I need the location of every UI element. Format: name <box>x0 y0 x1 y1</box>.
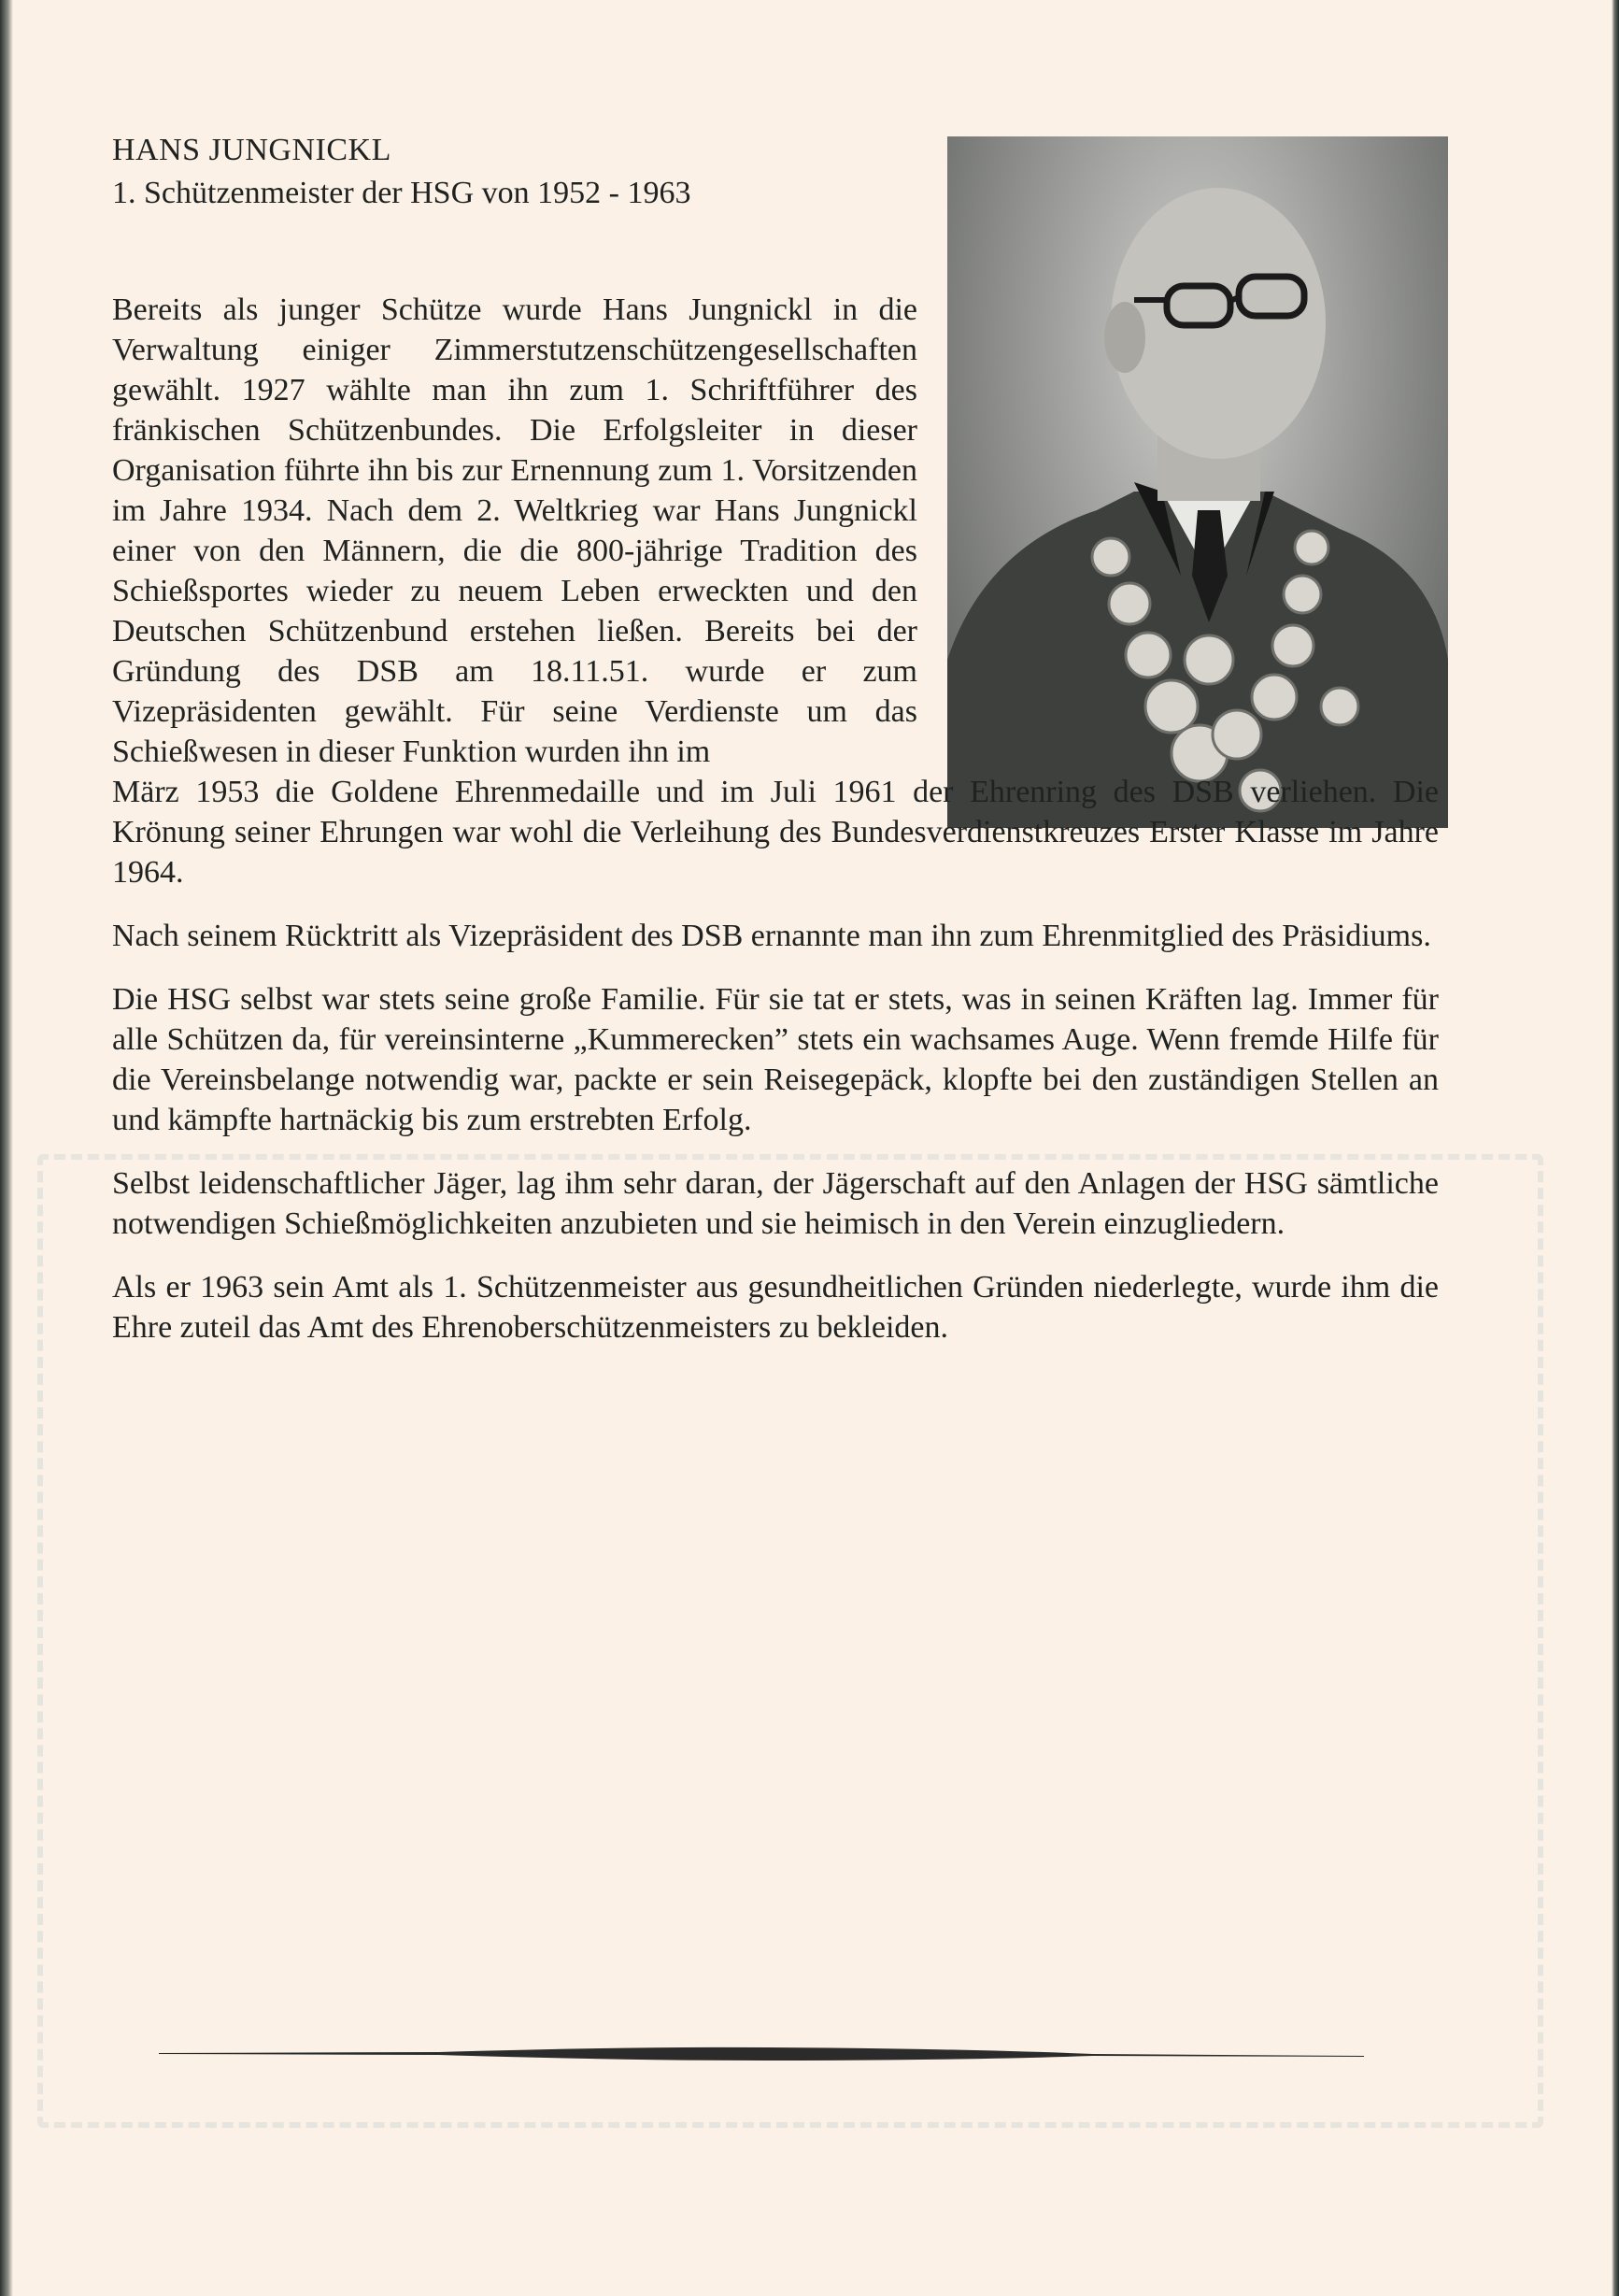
paragraph: Als er 1963 sein Amt als 1. Schützenmeister aus gesundheitlichen Gründen niederlegte, wurde ihm die Ehre zuteil das Amt des Ehrenoberschützenmeisters zu bekleiden. <box>112 1270 1439 1345</box>
decorative-divider <box>159 2046 1364 2061</box>
paragraph-continued: März 1953 die Goldene Ehrenmedaille und im Juli 1961 der Ehrenring des DSB verliehen. Die Krönung seiner Ehrungen war wohl die Verleihung des Bundesverdienstkreuzes Erster Klasse im Jahre 1964. <box>112 775 1439 890</box>
scan-edge-right <box>1612 0 1619 2296</box>
person-title: 1. Schützenmeister der HSG von 1952 - 1963 <box>112 176 691 210</box>
person-name: HANS JUNGNICKL <box>112 133 391 167</box>
paragraph-intro <box>112 290 917 772</box>
paragraph: Selbst leidenschaftlicher Jäger, lag ihm sehr daran, der Jägerschaft auf den Anlagen der HSG sämtliche notwendigen Schießmöglichkeiten anzubieten und sie heimisch in den Verein einzugliedern. <box>112 1166 1439 1241</box>
paragraph: Bereits als junger Schütze wurde Hans Jungnickl in die Verwaltung einiger Zimmerstutzenschützengesellschaften gewählt. 1927 wählte man ihn zum 1. Schriftführer des fränkischen Schützenbundes. Die Erfolgsleiter in dieser Organisation führte ihn bis zur Ernennung zum 1. Vorsitzenden im Jahre 1934. Nach dem 2. Weltkrieg war Hans Jungnickl einer von den Männern, die die 800-jährige Tradition des Schießsportes wieder zu neuem Leben erweckten und den Deutschen Schützenbund erstehen ließen. Bereits bei der Gründung des DSB am 18.11.51. wurde er zum Vizepräsidenten gewählt. Für seine Verdienste um das Schießwesen in dieser Funktion wurden ihn im <box>112 292 917 769</box>
paragraph: Nach seinem Rücktritt als Vizepräsident des DSB ernannte man ihn zum Ehrenmitglied des Präsidiums. <box>112 919 1431 953</box>
paragraph: Die HSG selbst war stets seine große Familie. Für sie tat er stets, was in seinen Kräften lag. Immer für alle Schützen da, für vereinsinterne „Kummerecken” stets ein wachsames Auge. Wenn fremde Hilfe für die Vereinsbelange notwendig war, packte er sein Reisegepäck, klopfte bei den zuständigen Stellen an und kämpfte hartnäckig bis zum erstrebten Erfolg. <box>112 982 1439 1137</box>
article-header <box>112 129 690 215</box>
scan-edge-left <box>0 0 13 2296</box>
article-body <box>112 290 1439 1371</box>
